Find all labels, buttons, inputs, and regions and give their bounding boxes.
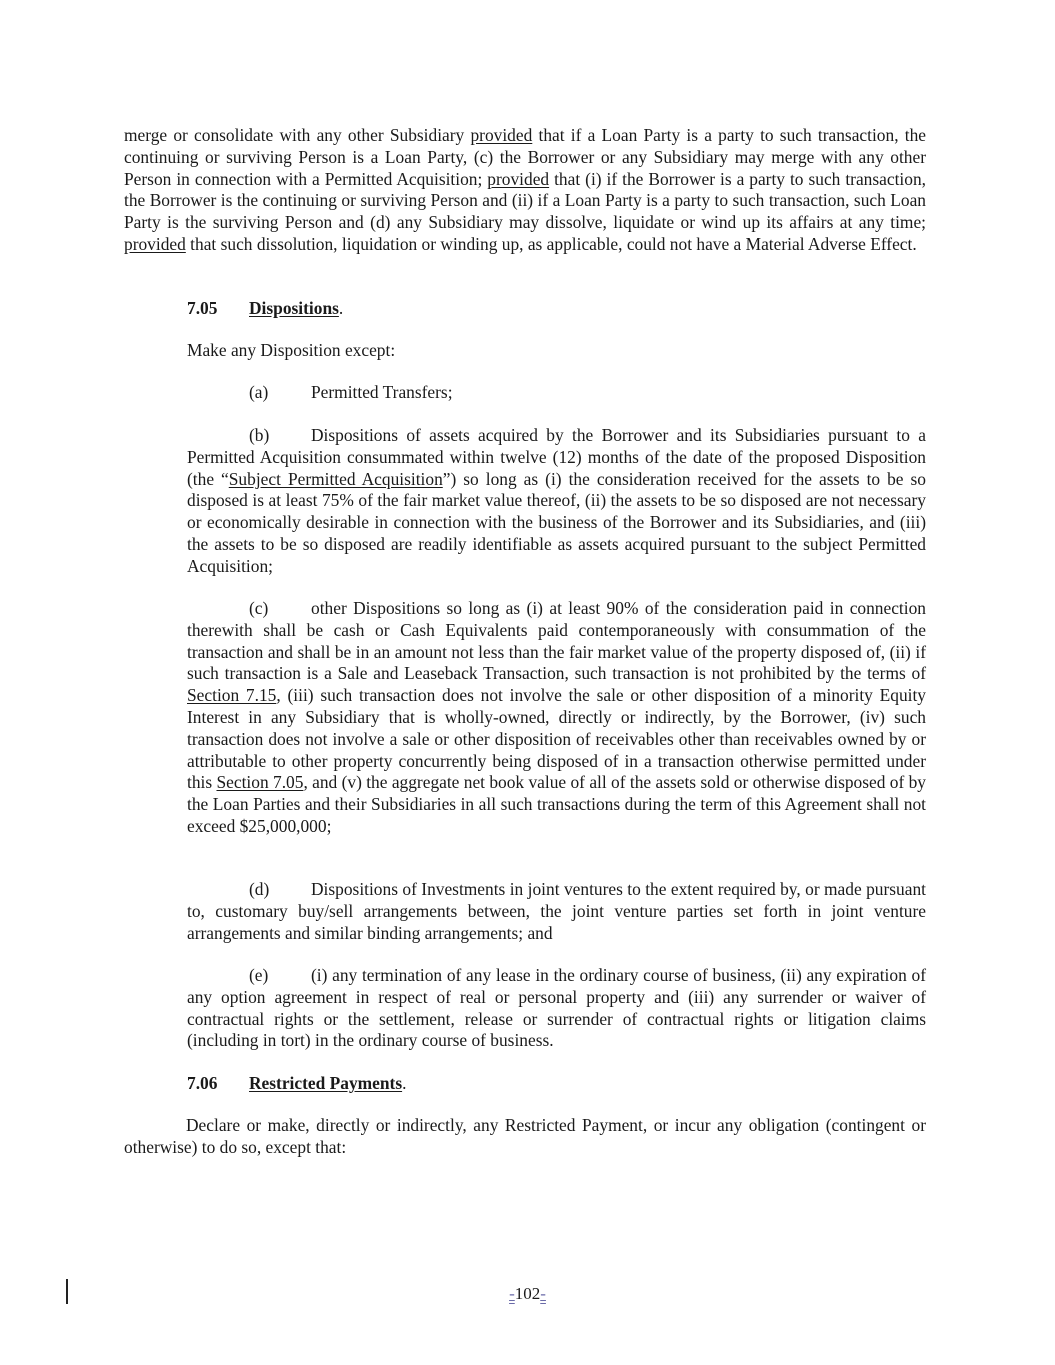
- text-span: that if a Loan Party is a party to such transaction, the continuing or surviving Person is a Loan Party, (c) the Borrower or any Subsidiary may merge with any other Person in connection with a Permitted Acquisition;: [124, 125, 926, 189]
- section-heading-7-05: [187, 298, 343, 320]
- footer-dash-right: -: [540, 1284, 546, 1303]
- clause-d: [187, 879, 926, 944]
- section-number: 7.05: [187, 298, 218, 318]
- lead-text: Make any Disposition except:: [187, 340, 396, 360]
- clause-label: (a): [249, 382, 269, 402]
- clause-e: [187, 965, 926, 1052]
- section-reference-7-15: Section 7.15: [187, 685, 277, 706]
- section-7-05-lead: [187, 340, 395, 362]
- section-reference-7-05: Section 7.05: [216, 772, 304, 793]
- clause-text: other Dispositions so long as (i) at least 90% of the consideration paid in connection therewith shall be cash or Cash Equivalents paid contemporaneously with consummation of the transaction and shall be in an amount not less than the fair market value of the property disposed of, (ii) if such transaction is a Sale and Leaseback Transaction, such transaction is not prohibited by the terms of: [187, 598, 926, 684]
- provided-term: provided: [470, 125, 533, 145]
- page-number: 102: [514, 1284, 541, 1303]
- defined-term: Subject Permitted Acquisition: [228, 468, 443, 489]
- clause-text: Dispositions of assets acquired by the Borrower and its Subsidiaries pursuant to a Permitted Acquisition consummated within twelve (12) months of the date of the proposed Disposition (the “: [187, 425, 926, 489]
- clause-label: (d): [249, 879, 270, 899]
- clause-text: Permitted Transfers;: [311, 382, 453, 402]
- clause-label: (c): [249, 598, 269, 618]
- clause-text: (i) any termination of any lease in the ordinary course of business, (ii) any expiration of any option agreement in respect of real or personal property and (iii) any surrender or waiver of contractual rights or the settlement, release or surrender of contractual rights or litigation claims (including in tort) in the ordinary course of business.: [187, 965, 926, 1051]
- section-title: Restricted Payments: [249, 1073, 403, 1093]
- clause-label: (e): [249, 965, 269, 985]
- clause-label: (b): [249, 425, 270, 445]
- intro-paragraph: [124, 125, 926, 256]
- section-7-06-lead: [124, 1115, 926, 1159]
- footer-dash-left: -: [509, 1284, 515, 1303]
- section-title: Dispositions: [249, 298, 339, 318]
- clause-b: [187, 425, 926, 578]
- page-footer: [0, 1283, 1055, 1305]
- provided-term: provided: [124, 233, 186, 254]
- section-number: 7.06: [187, 1073, 218, 1093]
- text-span: that such dissolution, liquidation or winding up, as applicable, could not have a Material Adverse Effect.: [185, 233, 917, 254]
- section-title-suffix: .: [338, 298, 344, 318]
- text-span: that (i) if the Borrower is a party to such transaction, the Borrower is the continuing or surviving Person and (ii) if a Loan Party is a party to such transaction, such Loan Party is the surviving Person and (d) any Subsidiary may dissolve, liquidate or wind up its affairs at any time;: [124, 168, 926, 233]
- lead-text: Declare or make, directly or indirectly, any Restricted Payment, or incur any obligation (contingent or otherwise) to do so, except that:: [124, 1115, 926, 1157]
- section-heading-7-06: [187, 1073, 406, 1095]
- clause-text: Dispositions of Investments in joint ventures to the extent required by, or made pursuant to, customary buy/sell arrangements between, the joint venture parties set forth in joint venture arrangements and similar binding arrangements; and: [187, 879, 926, 943]
- clause-text: , (iii) such transaction does not involve the sale or other disposition of a minority Equity Interest in any Subsidiary that is wholly-owned, directly or indirectly, by the Borrower, (iv) such transaction does not involve a sale or other disposition of receivables other than receivables owned by or attributable to other property concurrently being disposed of in a transaction otherwise permitted under this: [187, 685, 926, 793]
- clause-c: [187, 598, 926, 838]
- text-span: merge or consolidate with any other Subsidiary: [124, 125, 471, 145]
- clause-text: , and (v) the aggregate net book value of all of the assets sold or otherwise disposed of by the Loan Parties and their Subsidiaries in all such transactions during the term of this Agreement shall not exceed $25,000,000;: [187, 772, 926, 836]
- section-title-suffix: .: [402, 1073, 407, 1093]
- clause-a: [249, 382, 453, 404]
- provided-term: provided: [487, 168, 550, 189]
- clause-text: ”) so long as (i) the consideration received for the assets to be so disposed is at least 75% of the fair market value thereof, (ii) the assets to be so disposed are not necessary or economically desirable in connection with the business of the Borrower and its Subsidiaries, and (iii) the assets to be so disposed are readily identifiable as assets acquired pursuant to the subject Permitted Acquisition;: [187, 468, 926, 576]
